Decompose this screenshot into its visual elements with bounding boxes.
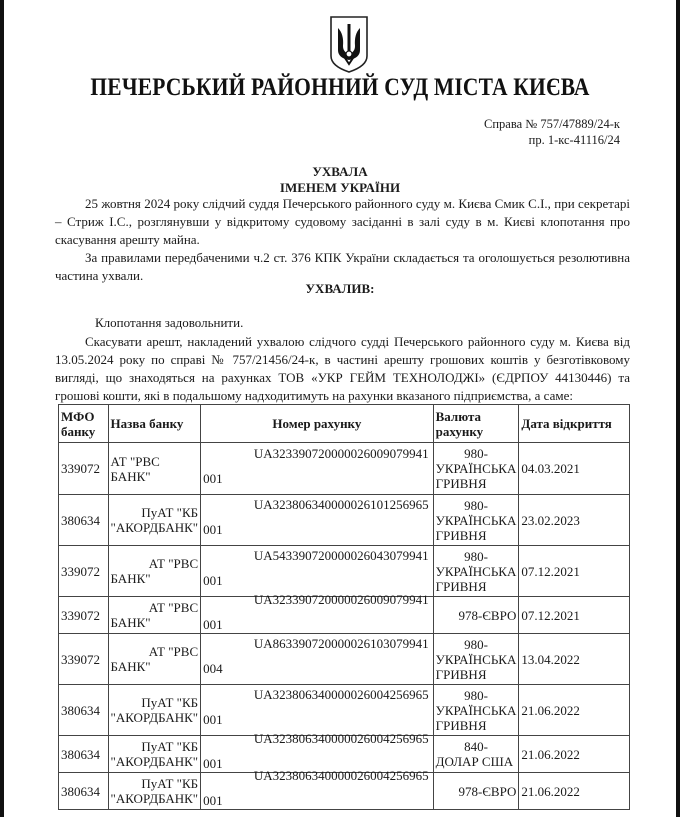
currency-name: УКРАЇНСЬКА ГРИВНЯ [435,461,517,491]
cell-currency [433,736,519,773]
header-bank-name: Назва банку [108,405,201,443]
cell-mfo: 380634 [59,495,109,546]
bank-name-line-1: АТ "РВС [148,556,199,571]
account-suffix: 004 [203,661,223,676]
account-suffix: 001 [203,617,223,632]
currency-name: 978-ЄВРО [458,783,517,799]
account-number: UA863390720000026103079941 [253,636,429,651]
coat-of-arms-icon [328,14,370,74]
bank-name-line-2: БАНК" [110,659,151,674]
currency-code: 980- [464,636,488,652]
ruling-heading: УХВАЛИВ: [305,281,375,296]
cell-currency [433,685,519,736]
account-suffix: 001 [203,756,223,771]
table-row [59,546,630,597]
cell-mfo: 339072 [59,634,109,685]
intro-text-2: За правилами передбаченими ч.2 ст. 376 КПК України складається та оголошується резолютивна частина ухвали. [55,250,630,283]
account-suffix: 001 [203,793,223,808]
cell-account-number [201,546,434,597]
ruling-paragraph-1 [55,314,630,332]
account-suffix: 001 [203,712,223,727]
bank-name-line-1: ПуАТ "КБ [141,739,199,754]
accounts-table [58,404,630,810]
cell-account-number [201,685,434,736]
bank-name-line-2: "АКОРДБАНК" [110,791,199,806]
cell-mfo: 380634 [59,773,109,810]
left-frame-edge [0,0,4,817]
currency-name: УКРАЇНСЬКА ГРИВНЯ [435,512,517,543]
cell-mfo: 339072 [59,443,109,495]
account-number: UA543390720000026043079941 [253,548,429,563]
intro-paragraph-1 [55,195,630,249]
cell-account-number [201,443,434,495]
account-suffix: 001 [203,522,223,537]
account-number: UA323806340000026004256965 [253,731,429,746]
bank-name-line-2: "АКОРДБАНК" [110,520,199,535]
intro-text-1: 25 жовтня 2024 року слідчий суддя Печерського районного суду м. Києва Смик С.І., при секретарі – Стриж І.С., розглянувши у відкритому судовому засіданні в залі суду в м. Києві клопотання про скасування арешту майна. [55,196,630,247]
cell-bank-name [108,773,201,810]
bank-name-line-1: АТ "РВС [148,600,199,615]
cell-open-date: 23.02.2023 [519,495,630,546]
cell-currency [433,495,519,546]
table-row [59,773,630,810]
ruling-text-2: Скасувати арешт, накладений ухвалою слідчого судді Печерського районного суду м. Києва від 13.05.2024 року по справі № 757/21456/24-к, в частині арешту грошових коштів у безготівковому вигляді, що знаходяться на рахунках ТОВ «УКР ГЕЙМ ТЕХНОЛОДЖІ» (ЄДРПОУ 44130446) та грошові кошти, які в подальшому надходитимуть на рахунки вказаного підприємства, а саме: [55,334,630,403]
cell-bank-name [108,443,201,495]
table-row [59,685,630,736]
proceeding-number: пр. 1-кс-41116/24 [528,133,620,147]
header-currency: Валюта рахунку [433,405,519,443]
table-row [59,495,630,546]
currency-name: УКРАЇНСЬКА ГРИВНЯ [435,563,517,594]
account-number: UA323390720000026009079941 [253,445,429,461]
cell-bank-name [108,495,201,546]
cell-mfo: 380634 [59,736,109,773]
table-row [59,597,630,634]
intro-paragraph-2 [55,249,630,285]
account-number: UA323806340000026101256965 [253,497,429,512]
ruling-text-1: Клопотання задовольнити. [95,315,244,330]
table-row [59,736,630,773]
currency-name: 978-ЄВРО [458,607,517,623]
bank-name-line-2: "АКОРДБАНК" [110,754,199,769]
cell-currency [433,546,519,597]
cell-currency [433,634,519,685]
header-account-number: Номер рахунку [201,405,434,443]
account-suffix: 001 [203,470,223,486]
cell-open-date: 13.04.2022 [519,634,630,685]
cell-mfo: 380634 [59,685,109,736]
cell-open-date: 04.03.2021 [519,443,630,495]
table-header-row [59,405,630,443]
header-open-date: Дата відкриття [519,405,630,443]
currency-name: УКРАЇНСЬКА ГРИВНЯ [435,651,517,682]
cell-bank-name [108,597,201,634]
bank-name-line-2: БАНК" [110,571,151,586]
bank-name-line-1: ПуАТ "КБ [141,776,199,791]
cell-account-number [201,731,434,773]
cell-bank-name [108,546,201,597]
header-mfo: МФО банку [59,405,109,443]
cell-open-date: 07.12.2021 [519,546,630,597]
bank-name-line-1: АТ "РВС [148,644,199,659]
cell-account-number [201,634,434,685]
currency-code: 980- [464,548,488,564]
table-row [59,634,630,685]
cell-account-number [201,768,434,810]
currency-code: 840- [464,739,488,754]
cell-account-number [201,495,434,546]
table-row [59,443,630,495]
bank-name-line-1: ПуАТ "КБ [141,505,199,520]
cell-mfo: 339072 [59,546,109,597]
currency-code: 980- [464,497,488,513]
cell-account-number [201,592,434,634]
cell-currency [433,773,519,810]
currency-code: 980- [464,687,488,703]
cell-mfo: 339072 [59,597,109,634]
in-the-name-heading: ІМЕНЕМ УКРАЇНИ [279,180,401,195]
currency-name: УКРАЇНСЬКА ГРИВНЯ [435,702,517,733]
account-suffix: 001 [203,573,223,588]
cell-open-date: 21.06.2022 [519,685,630,736]
account-number: UA323806340000026004256965 [253,768,429,783]
cell-bank-name [108,634,201,685]
bank-name-line-2: "АКОРДБАНК" [110,710,199,725]
bank-name-line-1: АТ "РВС БАНК" [110,453,160,484]
cell-bank-name [108,685,201,736]
cell-currency [433,443,519,495]
cell-bank-name [108,736,201,773]
right-frame-edge [676,0,680,817]
case-numbers [460,116,620,148]
document-type-heading: УХВАЛА [312,164,368,179]
cell-currency [433,597,519,634]
cell-open-date: 07.12.2021 [519,597,630,634]
bank-name-line-2: БАНК" [110,615,151,630]
ruling-paragraph-2 [55,333,630,405]
case-number: Справа № 757/47889/24-к [484,117,620,131]
account-number: UA323806340000026004256965 [253,687,429,702]
cell-open-date: 21.06.2022 [519,773,630,810]
court-name: ПЕЧЕРСЬКИЙ РАЙОННИЙ СУД МІСТА КИЄВА [90,74,590,101]
cell-open-date: 21.06.2022 [519,736,630,773]
bank-name-line-1: ПуАТ "КБ [141,695,199,710]
account-number: UA323390720000026009079941 [253,592,429,607]
currency-code: 980- [464,446,488,461]
currency-name: ДОЛАР США [435,754,514,769]
